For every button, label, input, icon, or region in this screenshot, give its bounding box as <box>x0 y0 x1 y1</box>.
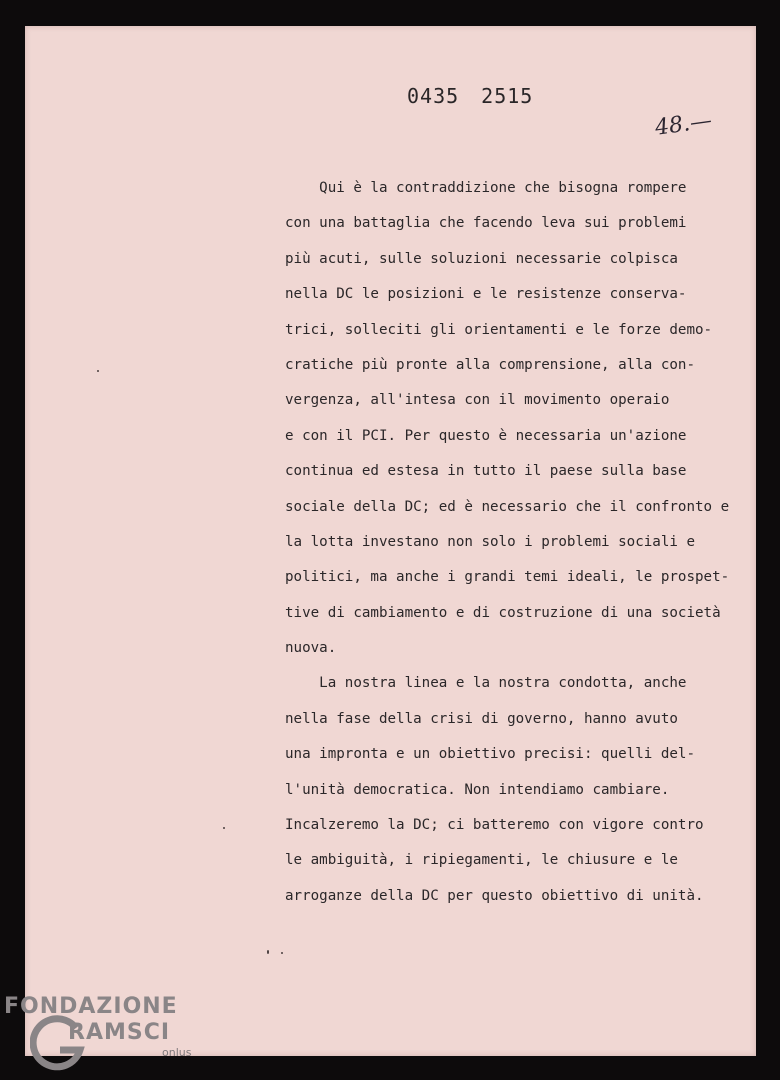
text-line: Qui è la contraddizione che bisogna rompere <box>285 180 687 196</box>
text-line: una impronta e un obiettivo precisi: quelli del- <box>285 746 695 763</box>
text-line: vergenza, all'intesa con il movimento operaio <box>285 392 670 409</box>
text-line: trici, solleciti gli orientamenti e le forze demo- <box>285 321 713 338</box>
paper-speck <box>223 827 225 829</box>
text-line: e con il PCI. Per questo è necessaria un'azione <box>285 427 687 444</box>
text-line: sociale della DC; ed è necessario che il confronto e <box>285 498 730 515</box>
typewritten-text <box>285 171 755 914</box>
text-line: La nostra linea e la nostra condotta, anche <box>285 675 687 692</box>
logo-line-fondazione: FONDAZIONE <box>4 994 178 1019</box>
text-line: con una battaglia che facendo leva sui problemi <box>285 215 687 232</box>
text-line: continua ed estesa in tutto il paese sulla base <box>285 463 687 480</box>
text-line: politici, ma anche i grandi temi ideali, le prospet- <box>285 569 730 586</box>
text-line: l'unità democratica. Non intendiamo cambiare. <box>285 781 670 798</box>
paper-speck <box>281 952 283 954</box>
text-line: cratiche più pronte alla comprensione, alla con- <box>285 356 695 373</box>
text-line: le ambiguità, i ripiegamenti, le chiusure e le <box>285 852 678 869</box>
text-line: la lotta investano non solo i problemi sociali e <box>285 533 695 550</box>
text-line: arroganze della DC per questo obiettivo di unità. <box>285 887 704 904</box>
text-line: nella fase della crisi di governo, hanno avuto <box>285 710 678 727</box>
handwritten-page-number: 48.— <box>653 108 714 141</box>
document-number-left: 0435 <box>407 84 460 108</box>
text-line: più acuti, sulle soluzioni necessarie colpisca <box>285 250 678 267</box>
logo-line-gramsci: RAMSCI <box>68 1020 171 1045</box>
document-number-right: 2515 <box>481 84 534 108</box>
fondazione-gramsci-logo <box>4 994 204 1074</box>
document-number <box>407 84 555 108</box>
paper-speck <box>267 950 269 954</box>
text-line: nuova. <box>285 640 337 657</box>
paper-speck <box>97 370 99 372</box>
text-line: tive di cambiamento e di costruzione di una società <box>285 604 721 621</box>
text-line: nella DC le posizioni e le resistenze conserva- <box>285 286 687 303</box>
document-page <box>25 26 756 1056</box>
text-line: Incalzeremo la DC; ci batteremo con vigore contro <box>285 817 704 834</box>
logo-line-onlus: onlus <box>162 1046 192 1059</box>
